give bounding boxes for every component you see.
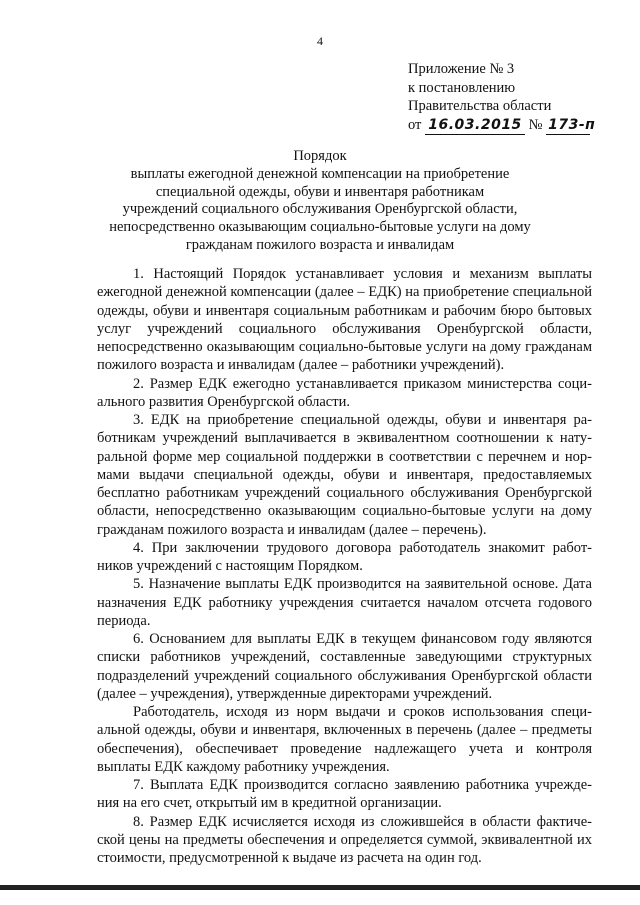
document-title	[60, 148, 580, 255]
annex-line-3: Правительства области	[408, 98, 552, 114]
title-line: специальной одежды, обуви и инвентаря работникам	[155, 183, 485, 200]
title-line: гражданам пожилого возраста и инвалидам	[185, 236, 455, 253]
page-number: 4	[317, 34, 323, 48]
paragraph-7: 7. Выплата ЕДК производится согласно заявлению работника учреждения на его счет, открытый им в кредитной организации.	[97, 777, 592, 812]
scan-bottom-edge	[0, 885, 640, 890]
title-line: непосредственно оказывающим социально-бытовые услуги на дому	[109, 219, 531, 236]
annex-line-1: Приложение № 3	[408, 61, 515, 77]
annex-date-line	[408, 116, 596, 136]
handwritten-number: 173-п	[546, 116, 590, 136]
title-heading: Порядок	[293, 148, 347, 164]
title-line: учреждений социального обслуживания Оренбургской области,	[122, 201, 518, 218]
paragraph-4: 4. При заключении трудового договора работодатель знакомит работников учреждений с настоящим Порядком.	[97, 539, 592, 574]
title-line: выплаты ежегодной денежной компенсации на приобретение	[130, 165, 510, 182]
annex-block	[408, 60, 596, 135]
paragraph-6-continued: Работодатель, исходя из норм выдачи и сроков использования специальной одежды, обуви и инвентаря, включенных в перечень (далее – предметы обеспечения), обеспечивает проведение надлежащего учета и контроля выплаты ЕДК каждому работнику учреждения.	[97, 704, 592, 775]
annex-from-label: от	[408, 116, 422, 133]
paragraph-6: 6. Основанием для выплаты ЕДК в текущем финансовом году являются списки работников учреждений, составленные заведующими структурных подразделений учреждений социального обслуживания Оренбургской области (далее – учреждения), утвержденные директорами учреждений.	[97, 631, 592, 702]
annex-number-label: №	[528, 116, 543, 133]
annex-line-2: к постановлению	[408, 79, 516, 96]
paragraph-1: 1. Настоящий Порядок устанавливает условия и механизм выплаты ежегодной денежной компенсации (далее – ЕДК) на приобретение специальной одежды, обуви и инвентаря социальным работникам и рабочим бюро бытовых услуг учреждений социального обслуживания Оренбургской области, непосредственно оказывающим социально-бытовые услуги на дому гражданам пожилого возраста и инвалидам (далее – работники учреждений).	[97, 266, 592, 374]
document-body	[97, 265, 592, 867]
paragraph-8: 8. Размер ЕДК исчисляется исходя из сложившейся в области фактической цены на предметы обеспечения и определяется суммой, эквивалентной их стоимости, предусмотренной к выдаче из расчета на один год.	[97, 813, 592, 866]
paragraph-2: 2. Размер ЕДК ежегодно устанавливается приказом министерства социального развития Оренбургской области.	[97, 375, 592, 410]
paragraph-3: 3. ЕДК на приобретение специальной одежды, обуви и инвентаря работникам учреждений выплачивается в эквивалентном соотношении к натуральной форме мер социальной поддержки в соответствии с перечнем и нормами выдачи специальной одежды, обуви и инвентаря, предоставляемых бесплатно работникам учреждений социального обслуживания Оренбургской области, непосредственно оказывающим социально-бытовые услуги на дому гражданам пожилого возраста и инвалидам (далее – перечень).	[97, 412, 592, 538]
handwritten-date: 16.03.2015	[425, 116, 525, 136]
paragraph-5: 5. Назначение выплаты ЕДК производится на заявительной основе. Дата назначения ЕДК работнику учреждения считается началом отсчета годового периода.	[97, 576, 592, 629]
